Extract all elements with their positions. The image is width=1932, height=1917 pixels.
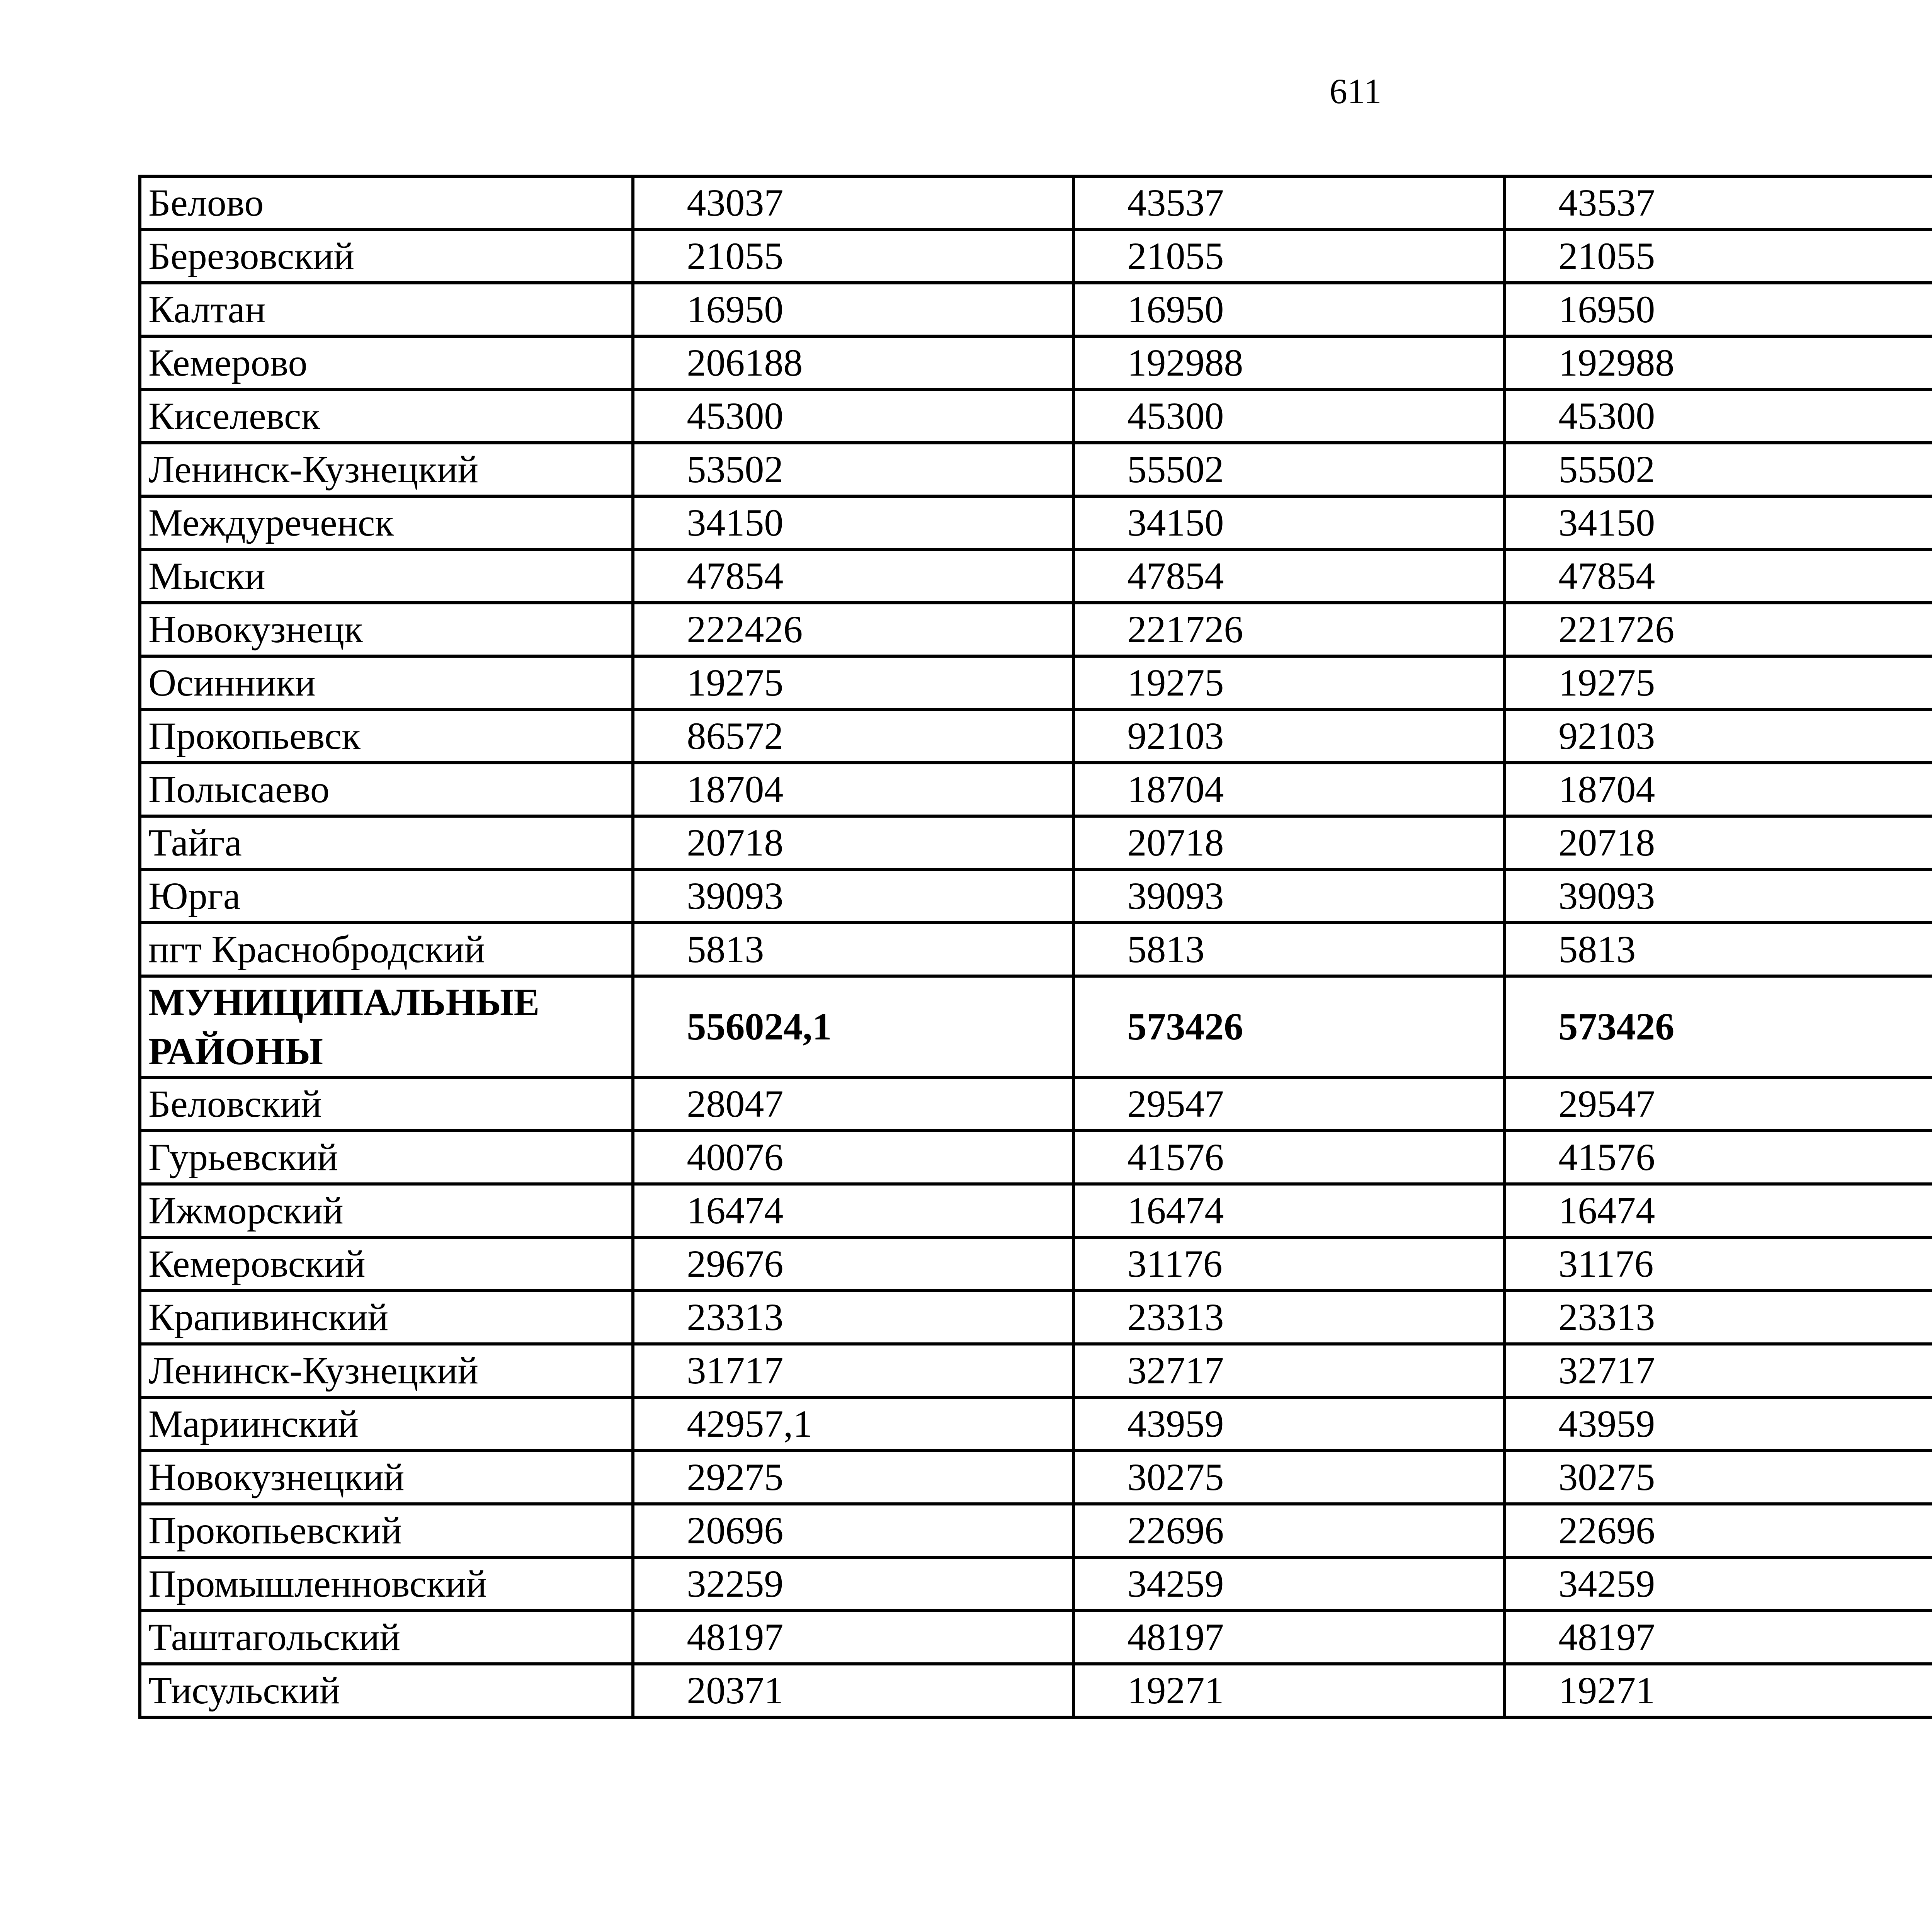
table-cell-value-col-1: 16950 xyxy=(633,283,1073,336)
table-cell-value-col-3: 41576 xyxy=(1505,1131,1932,1184)
table-row xyxy=(140,1344,1932,1397)
table-cell-value-col-1: 23313 xyxy=(633,1291,1073,1344)
table-cell-value-col-1: 43037 xyxy=(633,176,1073,230)
table-cell-municipality-name: Крапивинский xyxy=(140,1291,633,1344)
table-cell-value-col-2: 16474 xyxy=(1073,1184,1505,1237)
table-cell-municipality-name: Новокузнецкий xyxy=(140,1451,633,1504)
table-row xyxy=(140,816,1932,869)
table-cell-value-col-1: 556024,1 xyxy=(633,976,1073,1077)
table-row xyxy=(140,1451,1932,1504)
table-row xyxy=(140,230,1932,283)
table-cell-value-col-2: 221726 xyxy=(1073,603,1505,656)
table-cell-value-col-1: 28047 xyxy=(633,1077,1073,1131)
table-cell-municipality-name: Осинники xyxy=(140,656,633,709)
table-cell-value-col-3: 48197 xyxy=(1505,1611,1932,1664)
table-cell-value-col-2: 20718 xyxy=(1073,816,1505,869)
table-row xyxy=(140,549,1932,603)
table-cell-value-col-2: 92103 xyxy=(1073,709,1505,763)
table-cell-value-col-3: 23313 xyxy=(1505,1291,1932,1344)
table-cell-value-col-3: 45300 xyxy=(1505,390,1932,443)
table-cell-municipality-name: Березовский xyxy=(140,230,633,283)
table-cell-value-col-1: 21055 xyxy=(633,230,1073,283)
table-cell-value-col-2: 45300 xyxy=(1073,390,1505,443)
table-cell-value-col-2: 34150 xyxy=(1073,496,1505,549)
table-cell-value-col-3: 21055 xyxy=(1505,230,1932,283)
table-row xyxy=(140,1611,1932,1664)
table-row xyxy=(140,443,1932,496)
table-body xyxy=(140,176,1932,1717)
table-cell-value-col-1: 5813 xyxy=(633,923,1073,976)
table-cell-value-col-2: 47854 xyxy=(1073,549,1505,603)
table-cell-value-col-2: 19271 xyxy=(1073,1664,1505,1717)
table-row xyxy=(140,1131,1932,1184)
table-cell-value-col-3: 39093 xyxy=(1505,869,1932,923)
table-row xyxy=(140,1664,1932,1717)
table-cell-municipality-name: Прокопьевск xyxy=(140,709,633,763)
table-row xyxy=(140,603,1932,656)
page-number: 611 xyxy=(1329,71,1382,111)
table-cell-municipality-name: Мариинский xyxy=(140,1397,633,1451)
table-cell-municipality-name: пгт Краснобродский xyxy=(140,923,633,976)
table-cell-value-col-2: 55502 xyxy=(1073,443,1505,496)
table-cell-value-col-3: 31176 xyxy=(1505,1237,1932,1291)
table-cell-municipality-name: Калтан xyxy=(140,283,633,336)
table-cell-municipality-name: МУНИЦИПАЛЬНЫЕ РАЙОНЫ xyxy=(140,976,633,1077)
table-cell-value-col-3: 32717 xyxy=(1505,1344,1932,1397)
table-cell-municipality-name: Беловский xyxy=(140,1077,633,1131)
table-cell-value-col-3: 18704 xyxy=(1505,763,1932,816)
table-row xyxy=(140,496,1932,549)
table-cell-value-col-3: 16950 xyxy=(1505,283,1932,336)
table-cell-value-col-3: 20718 xyxy=(1505,816,1932,869)
table-cell-municipality-name: Ленинск-Кузнецкий xyxy=(140,1344,633,1397)
table-cell-municipality-name: Ижморский xyxy=(140,1184,633,1237)
table-cell-municipality-name: Ленинск-Кузнецкий xyxy=(140,443,633,496)
table-cell-municipality-name: Киселевск xyxy=(140,390,633,443)
table-cell-value-col-2: 18704 xyxy=(1073,763,1505,816)
table-cell-value-col-1: 19275 xyxy=(633,656,1073,709)
table-cell-value-col-3: 55502 xyxy=(1505,443,1932,496)
table-cell-value-col-3: 192988 xyxy=(1505,336,1932,390)
table-cell-value-col-2: 31176 xyxy=(1073,1237,1505,1291)
table-cell-value-col-1: 31717 xyxy=(633,1344,1073,1397)
table-cell-value-col-3: 19271 xyxy=(1505,1664,1932,1717)
table-cell-value-col-3: 573426 xyxy=(1505,976,1932,1077)
table-cell-municipality-name: Междуреченск xyxy=(140,496,633,549)
table-cell-value-col-2: 43959 xyxy=(1073,1397,1505,1451)
table-cell-value-col-2: 22696 xyxy=(1073,1504,1505,1557)
table-cell-value-col-1: 29275 xyxy=(633,1451,1073,1504)
table-row xyxy=(140,1291,1932,1344)
table-cell-value-col-2: 39093 xyxy=(1073,869,1505,923)
table-cell-value-col-2: 23313 xyxy=(1073,1291,1505,1344)
table-cell-value-col-3: 29547 xyxy=(1505,1077,1932,1131)
table-cell-value-col-1: 34150 xyxy=(633,496,1073,549)
table-cell-municipality-name: Юрга xyxy=(140,869,633,923)
table-row-subtotal xyxy=(140,976,1932,1077)
table-cell-value-col-2: 48197 xyxy=(1073,1611,1505,1664)
table-row xyxy=(140,1397,1932,1451)
table-cell-value-col-1: 39093 xyxy=(633,869,1073,923)
table-cell-value-col-2: 192988 xyxy=(1073,336,1505,390)
table-cell-value-col-1: 47854 xyxy=(633,549,1073,603)
table-cell-value-col-2: 43537 xyxy=(1073,176,1505,230)
table-cell-value-col-2: 573426 xyxy=(1073,976,1505,1077)
table-cell-value-col-3: 43537 xyxy=(1505,176,1932,230)
table-cell-value-col-1: 53502 xyxy=(633,443,1073,496)
table-cell-value-col-3: 22696 xyxy=(1505,1504,1932,1557)
table-row xyxy=(140,283,1932,336)
table-row xyxy=(140,709,1932,763)
table-cell-value-col-2: 21055 xyxy=(1073,230,1505,283)
table-row xyxy=(140,869,1932,923)
table-cell-municipality-name: Прокопьевский xyxy=(140,1504,633,1557)
table-cell-value-col-3: 34259 xyxy=(1505,1557,1932,1611)
table-cell-municipality-name: Новокузнецк xyxy=(140,603,633,656)
table-cell-value-col-2: 5813 xyxy=(1073,923,1505,976)
table-cell-value-col-3: 221726 xyxy=(1505,603,1932,656)
table-cell-municipality-name: Полысаево xyxy=(140,763,633,816)
table-cell-value-col-1: 40076 xyxy=(633,1131,1073,1184)
table-cell-value-col-3: 19275 xyxy=(1505,656,1932,709)
table-row xyxy=(140,1557,1932,1611)
table-cell-value-col-1: 32259 xyxy=(633,1557,1073,1611)
table-cell-value-col-3: 30275 xyxy=(1505,1451,1932,1504)
table-row xyxy=(140,176,1932,230)
table-cell-value-col-3: 47854 xyxy=(1505,549,1932,603)
table-row xyxy=(140,763,1932,816)
table-cell-value-col-1: 86572 xyxy=(633,709,1073,763)
table-row xyxy=(140,1504,1932,1557)
table-cell-value-col-3: 43959 xyxy=(1505,1397,1932,1451)
table-cell-municipality-name: Тисульский xyxy=(140,1664,633,1717)
table-row xyxy=(140,1184,1932,1237)
table-cell-value-col-2: 41576 xyxy=(1073,1131,1505,1184)
table-cell-value-col-2: 19275 xyxy=(1073,656,1505,709)
table-cell-value-col-3: 92103 xyxy=(1505,709,1932,763)
table-cell-value-col-1: 206188 xyxy=(633,336,1073,390)
table-row xyxy=(140,336,1932,390)
table-cell-municipality-name: Тайга xyxy=(140,816,633,869)
table-cell-value-col-2: 32717 xyxy=(1073,1344,1505,1397)
table-cell-value-col-3: 16474 xyxy=(1505,1184,1932,1237)
table-cell-value-col-1: 20718 xyxy=(633,816,1073,869)
table-cell-value-col-2: 34259 xyxy=(1073,1557,1505,1611)
table-cell-value-col-1: 18704 xyxy=(633,763,1073,816)
table-cell-municipality-name: Таштагольский xyxy=(140,1611,633,1664)
budget-table xyxy=(138,175,1932,1719)
table-row xyxy=(140,1237,1932,1291)
table-cell-value-col-1: 45300 xyxy=(633,390,1073,443)
table-cell-value-col-1: 222426 xyxy=(633,603,1073,656)
table-cell-value-col-1: 20371 xyxy=(633,1664,1073,1717)
table-cell-municipality-name: Белово xyxy=(140,176,633,230)
table-row xyxy=(140,656,1932,709)
table-cell-municipality-name: Мыски xyxy=(140,549,633,603)
table-cell-value-col-2: 16950 xyxy=(1073,283,1505,336)
table-cell-value-col-2: 30275 xyxy=(1073,1451,1505,1504)
table-cell-value-col-3: 5813 xyxy=(1505,923,1932,976)
table-row xyxy=(140,1077,1932,1131)
table-cell-municipality-name: Промышленновский xyxy=(140,1557,633,1611)
table-row xyxy=(140,923,1932,976)
table-cell-municipality-name: Кемеровский xyxy=(140,1237,633,1291)
table-cell-value-col-1: 20696 xyxy=(633,1504,1073,1557)
table-row xyxy=(140,390,1932,443)
table-cell-value-col-1: 16474 xyxy=(633,1184,1073,1237)
table-cell-value-col-3: 34150 xyxy=(1505,496,1932,549)
table-cell-value-col-1: 48197 xyxy=(633,1611,1073,1664)
table-cell-value-col-1: 29676 xyxy=(633,1237,1073,1291)
table-cell-value-col-2: 29547 xyxy=(1073,1077,1505,1131)
table-cell-municipality-name: Кемерово xyxy=(140,336,633,390)
table-cell-value-col-1: 42957,1 xyxy=(633,1397,1073,1451)
table-cell-municipality-name: Гурьевский xyxy=(140,1131,633,1184)
